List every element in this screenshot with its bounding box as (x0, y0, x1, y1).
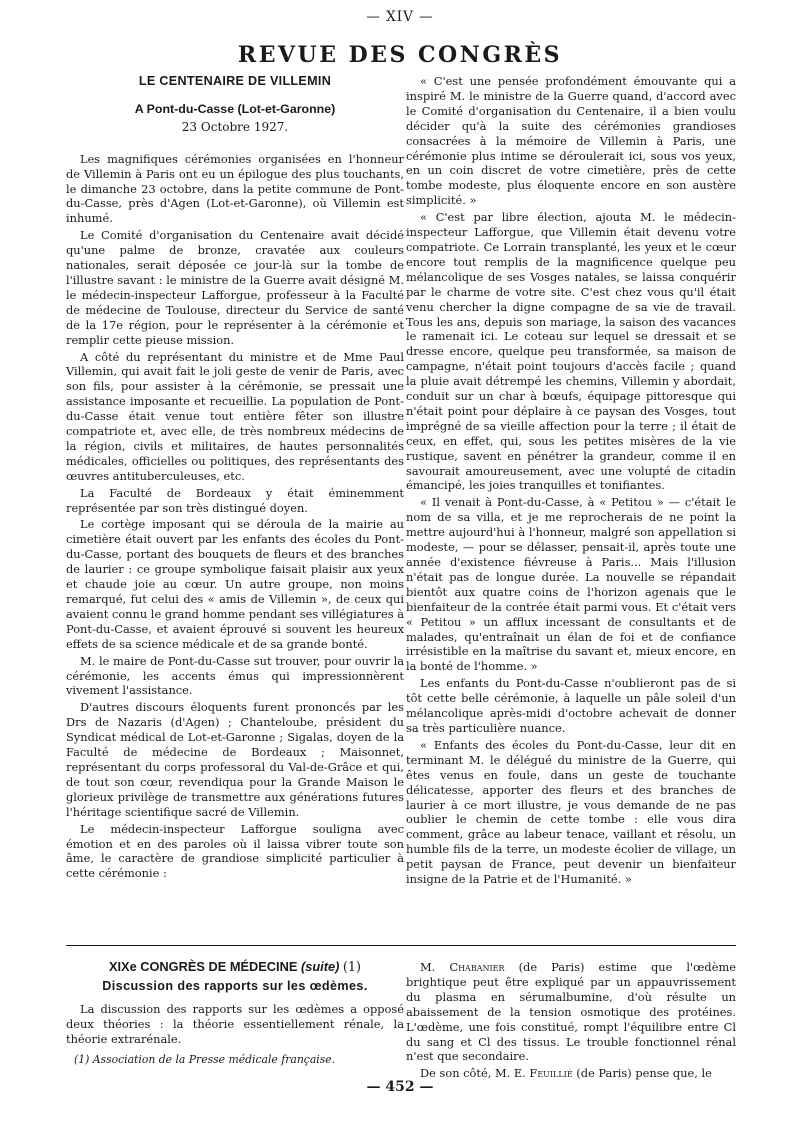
page-number: — 452 — (366, 1079, 434, 1095)
paragraph: « C'est une pensée profondément émouvante qui a inspiré M. le ministre de la Guerre quand, d'accord avec le Comité d'organisation du Centenaire, il a bien voulu décider qu'à la suite des cérémonies grandioses consacrées à la mémoire de Villemin à Paris, une cérémonie plus intime se déroulerait ici, sous vos yeux, en un coin discret de votre cimetière, près de cette tombe modeste, plus éloquente encore en son austère simplicité. » (406, 74, 736, 208)
paragraph: Les enfants du Pont-du-Casse n'oublieront pas de si tôt cette belle cérémonie, à laquelle un pâle soleil d'un mélancolique après-midi d'octobre achevait de donner sa très particulière nuance. (406, 676, 736, 735)
article1-column-left (66, 74, 404, 883)
paragraph: Le Comité d'organisation du Centenaire avait décidé qu'une palme de bronze, cravatée aux couleurs nationales, serait déposée ce jour-là sur la tombe de l'illustre savant : le ministre de la Guerre avait désigné M. le médecin-inspecteur Lafforgue, professeur à la Faculté de médecine de Toulouse, directeur du Service de santé de la 17e région, pour le représenter à la cérémonie et remplir cette pieuse mission. (66, 228, 404, 347)
paragraph: D'autres discours éloquents furent prononcés par les Drs de Nazaris (d'Agen) ; Chanteloube, président du Syndicat médical de Lot-et-Garonne ; Sigalas, doyen de la Faculté de médecine de Bordeaux ; Maisonnet, représentant du corps professoral du Val-de-Grâce et qui, de tout son cœur, revendiqua pour la Grande Maison le glorieux privilège de transmettre aux générations futures l'héritage scientifique sacré de Villemin. (66, 700, 404, 819)
page-roman-numeral: — XIV — (366, 9, 434, 25)
article2-title-note: (1) (342, 960, 362, 975)
footnote: (1) Association de la Presse médicale française. (74, 1052, 336, 1066)
paragraph: De son côté, M. E. Feuillié (de Paris) pense que, le (420, 1066, 712, 1081)
paragraph: Le médecin-inspecteur Lafforgue souligna avec émotion et en des paroles où il laissa vibrer toute son âme, le caractère de grandiose simplicité particulier à cette cérémonie : (66, 821, 404, 881)
author-name: E. Feuillié (513, 1066, 573, 1081)
paragraph: M. Chabanier (de Paris) estime que l'œdème brightique peut être expliqué par un appauvrissement du plasma en sérumalbumine, d'où résulte un abaissement de la tension osmotique des protéines. L'œdème, une fois constitué, rompt l'équilibre entre Cl du sang et Cl des tissus. Le trouble fonctionnel rénal n'est que secondaire. (406, 960, 736, 1064)
article2-title-suite: (suite) (300, 959, 340, 974)
paragraph: « Enfants des écoles du Pont-du-Casse, leur dit en terminant M. le délégué du ministre de la Guerre, qui êtes venus en foule, dans un geste de touchante délicatesse, apporter des fleurs et des branches de laurier à ce mort illustre, je vous demande de ne pas oublier le chemin de cette tombe : elle vous dira comment, grâce au labeur tenace, vaillant et résolu, un humble fils de la terre, un modeste écolier de village, un petit paysan de France, peut devenir un bienfaiteur insigne de la Patrie et de l'Humanité. » (406, 737, 736, 887)
paragraph: « Il venait à Pont-du-Casse, à « Petitou » — c'était le nom de sa villa, et je me reprocherais de ne point la mettre aujourd'hui à l'honneur, malgré son appellation si modeste, — pour se délasser, pensait-il, après toute une année d'existence fiévreuse à Paris... Mais l'illusion n'était pas de longue durée. La nouvelle se répandait bientôt aux quatre coins de l'horizon agenais que le bienfaiteur de la contrée était parmi vous. Et c'était vers « Petitou » un afflux incessant de consultants et de malades, qu'entraînait un élan de foi et de confiance irrésistible en la maîtrise du savant et, mieux encore, en la bonté de l'homme. » (406, 495, 736, 674)
article1-column-right (406, 74, 736, 889)
article2-column-right (406, 960, 736, 1083)
paragraph: Les magnifiques cérémonies organisées en l'honneur de Villemin à Paris ont eu un épilogue des plus touchants, le dimanche 23 octobre, dans la petite commune de Pont-du-Casse, près d'Agen (Lot-et-Garonne), où Villemin est inhumé. (66, 151, 404, 226)
paragraph: La discussion des rapports sur les œdèmes a opposé deux théories : la théorie essentiellement rénale, la théorie extrarénale. (66, 1001, 404, 1046)
author-name: M. Chabanier (420, 960, 505, 974)
article2-column-left (66, 960, 404, 1067)
article2-title (66, 960, 404, 976)
article1-subtitle: A Pont-du-Casse (Lot-et-Garonne) (134, 101, 336, 116)
article2-title-main: XIXe CONGRÈS DE MÉDECINE (108, 959, 298, 974)
paragraph: Le cortège imposant qui se déroula de la mairie au cimetière était ouvert par les enfants des écoles du Pont-du-Casse, portant des bouquets de fleurs et des branches de laurier : ce groupe symbolique faisait plaisir aux yeux et chaude joie au cœur. Un autre groupe, non moins remarqué, fut celui des « amis de Villemin », de ceux qui avaient connu le grand homme pendant ses villégiatures à Pont-du-Casse, et avaient éprouvé si souvent les heureux effets de sa science médicale et de sa grande bonté. (66, 517, 404, 651)
paragraph: « C'est par libre élection, ajouta M. le médecin-inspecteur Lafforgue, que Villemin était devenu votre compatriote. Ce Lorrain transplanté, les yeux et le cœur encore tout remplis de la magnificence quelque peu mélancolique de ses Vosges natales, se laissa conquérir par le charme de votre site. C'est chez vous qu'il était venu chercher la digne compagne de sa vie de travail. Tous les ans, depuis son mariage, la saison des vacances le ramenait ici. Le coteau sur lequel se dressait et se dresse encore, quelque peu transformée, sa maison de campagne, n'était point toujours d'accès facile ; quand la pluie avait détrempé les chemins, Villemin y abordait, conduit sur un char à bœufs, équipage pittoresque qui n'était point pour déplaire à ce paysan des Vosges, tout imprégné de sa vieille affection pour la terre ; il était de ceux, en effet, qui, sous les petites misères de la vie rustique, savent en pénétrer la grandeur, comme il en savourait amoureusement, avec une volupté de citadin émancipé, les joies tranquilles et tonifiantes. (406, 210, 736, 493)
article1-title: LE CENTENAIRE DE VILLEMIN (138, 74, 332, 88)
article1-date: 23 Octobre 1927. (181, 119, 289, 134)
paragraph: La Faculté de Bordeaux y était éminemment représentée par son très distingué doyen. (66, 485, 404, 515)
journal-section-title: REVUE DES CONGRÈS (237, 42, 563, 68)
paragraph: A côté du représentant du ministre et de Mme Paul Villemin, qui avait fait le joli geste de venir de Paris, avec son fils, pour assister à la cérémonie, se pressait une assistance imposante et recueillie. La population de Pont-du-Casse était venue tout entière fêter son illustre compatriote et, avec elle, de très nombreux médecins de la région, civils et militaires, de hautes personnalités médicales, officielles ou politiques, des représentants des œuvres antituberculeuses, etc. (66, 349, 404, 483)
section-divider (66, 945, 736, 946)
paragraph: M. le maire de Pont-du-Casse sut trouver, pour ouvrir la cérémonie, les accents émus qui impressionnèrent vivement l'assistance. (66, 653, 404, 698)
article2-subtitle: Discussion des rapports sur les œdèmes. (102, 978, 368, 993)
